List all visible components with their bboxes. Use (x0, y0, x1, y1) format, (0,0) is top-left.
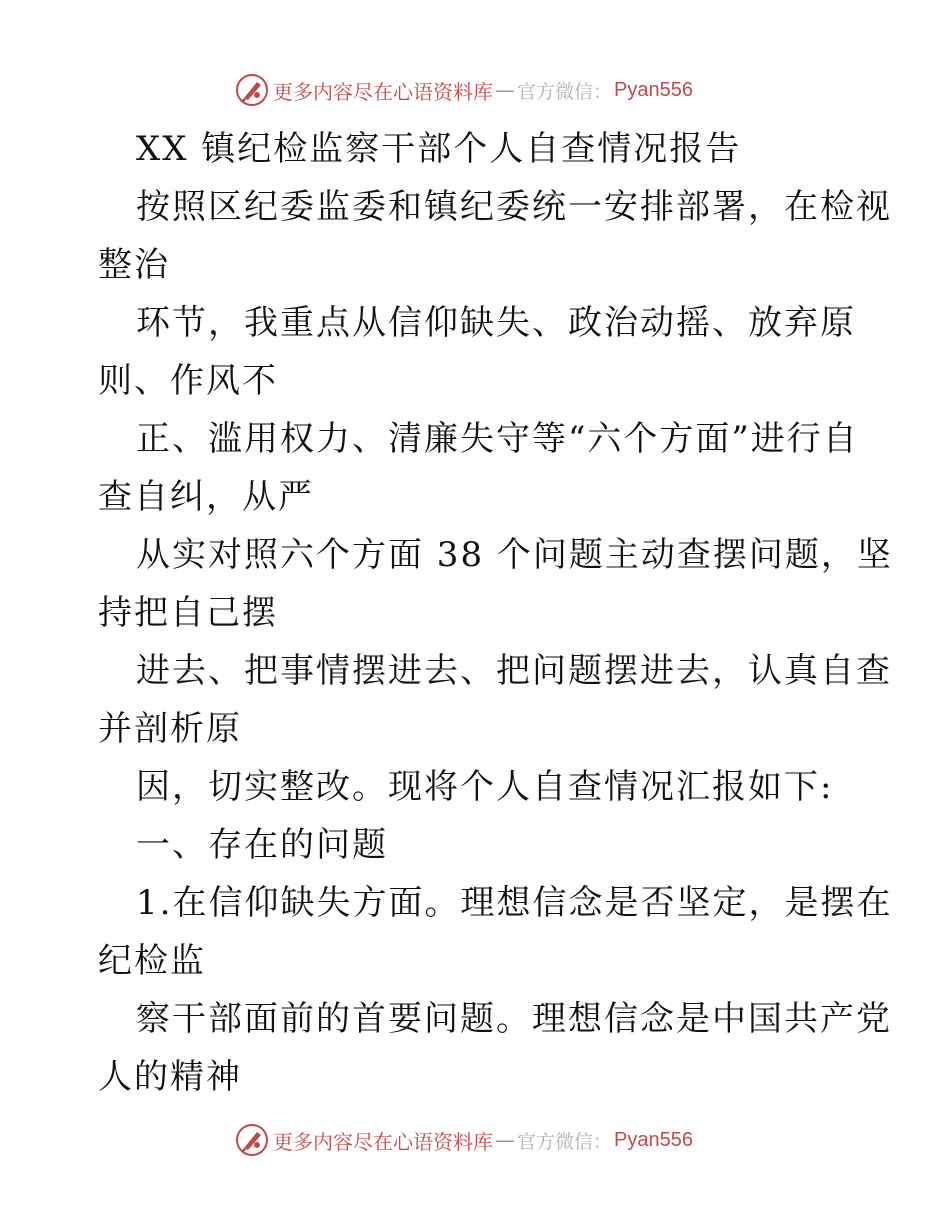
text-line: 进去、把事情摆进去、把问题摆进去，认真自查 (136, 651, 892, 691)
text-line: 环节，我重点从信仰缺失、政治动摇、放弃原 (136, 303, 856, 343)
text-line: 纪检监 (98, 941, 206, 981)
footer-watermark (235, 1122, 693, 1158)
text-line: 人的精神 (98, 1057, 242, 1097)
text-line: 按照区纪委监委和镇纪委统一安排部署，在检视 (136, 187, 892, 227)
text-line: 从实对照六个方面 38 个问题主动查摆问题，坚 (136, 535, 893, 575)
watermark-brand-text: 更多内容尽在心语资料库 (273, 1129, 493, 1154)
header-watermark (235, 72, 693, 108)
text-line: 持把自己摆 (98, 593, 278, 633)
text-line: 整治 (98, 245, 170, 285)
watermark-wechat-label: 官方微信： (517, 80, 613, 103)
watermark-dash: — (495, 78, 515, 102)
document-body (98, 120, 893, 1106)
watermark-wechat-label: 官方微信： (517, 1130, 613, 1153)
text-line: 1.在信仰缺失方面。理想信念是否坚定，是摆在 (136, 883, 893, 923)
watermark-dash: — (495, 1128, 515, 1152)
quill-pen-logo-icon (235, 1123, 269, 1157)
document-title: XX 镇纪检监察干部个人自查情况报告 (136, 129, 742, 169)
text-line: 正、滥用权力、清廉失守等“六个方面”进行自 (136, 419, 859, 459)
text-line: 察干部面前的首要问题。理想信念是中国共产党 (136, 999, 892, 1039)
text-line: 查自纠，从严 (98, 477, 314, 517)
quill-pen-logo-icon (235, 73, 269, 107)
watermark-brand-text: 更多内容尽在心语资料库 (273, 79, 493, 104)
watermark-wechat-id: Pyan556 (614, 1128, 693, 1151)
text-line: 并剖析原 (98, 709, 242, 749)
watermark-wechat-id: Pyan556 (614, 78, 693, 101)
section-heading: 一、存在的问题 (136, 825, 388, 865)
text-line: 则、作风不 (98, 361, 278, 401)
text-line: 因，切实整改。现将个人自查情况汇报如下: (136, 767, 834, 807)
